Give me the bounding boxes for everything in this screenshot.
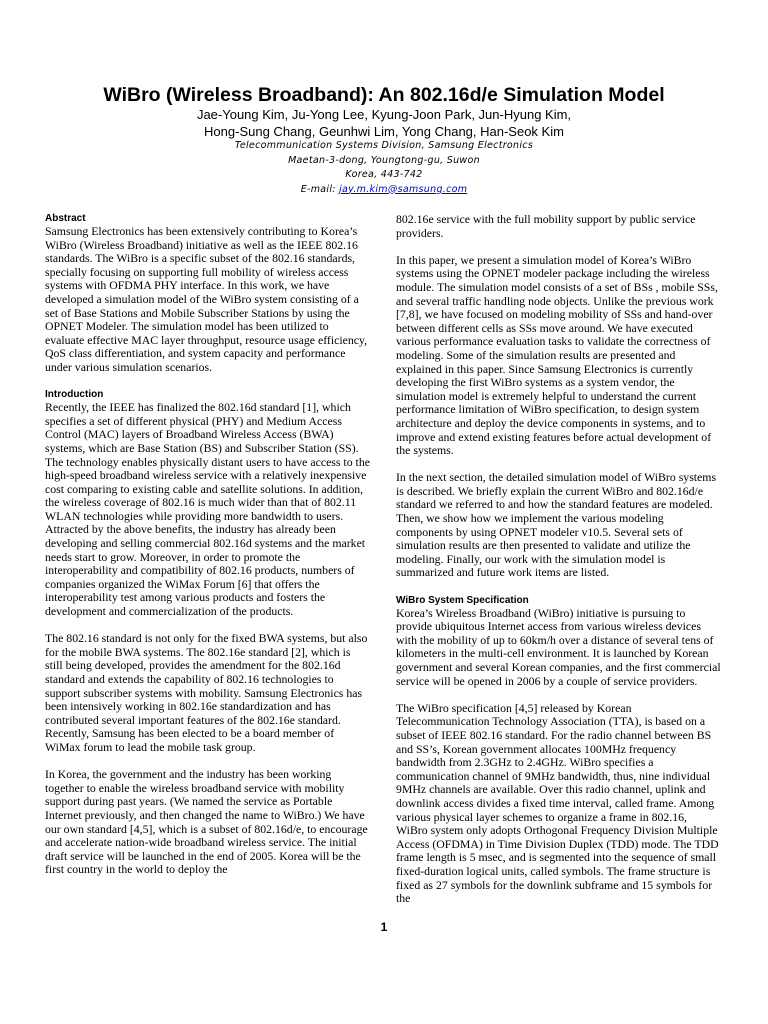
affiliation-line: Maetan-3-dong, Youngtong-gu, Suwon <box>288 154 480 166</box>
abstract-heading: Abstract <box>45 213 86 224</box>
right-column <box>396 213 721 906</box>
body-paragraph: The 802.16 standard is not only for the fixed BWA systems, but also for the mobile BWA systems. The 802.16e standard [2], which is still being developed, provides the amendment for the 802.16d standard and extends the capability of 802.16 technologies to support subscriber systems with mobility. Samsung Electronics has been intensively working in 802.16e standardization and has contributed several important features of the 802.16e standard. Recently, Samsung has been elected to be a board member of WiMax forum to lead the mobile task group. <box>45 631 368 754</box>
email-prefix: E-mail: <box>300 183 340 195</box>
introduction-heading: Introduction <box>45 389 104 401</box>
paper-title: WiBro (Wireless Broadband): An 802.16d/e Simulation Model <box>103 84 665 106</box>
body-paragraph: In this paper, we present a simulation model of Korea’s WiBro systems using the OPNET modeler package including the wireless module. The simulation model consists of a set of BSs , mobile SSs, and several traffic handling node objects. Unlike the previous work [7,8], we have focused on modeling mobility of SSs and hand-over between different cells as SSs move around. We have executed various performance evaluation tasks to validate the correctness of modeling. Some of the simulation results are presented and explained in this paper. Since Samsung Electronics is currently developing the first WiBro systems as a system vendor, the simulation model is extremely helpful to understand the current performance limitation of WiBro specification, to design system architecture and deploy the device components in systems, and to improve and extend existing features before actual development of the systems. <box>396 252 718 458</box>
body-paragraph: In the next section, the detailed simulation model of WiBro systems is described. We briefly explain the current WiBro and 802.16d/e standard we referred to and how the standard features are modeled. Then, we show how we implement the various modeling components by using OPNET modeler v10.5. Several sets of simulation results are then presented to validate and utilize the modeling. Finally, our work with the simulation model is summarized and future work items are listed. <box>396 470 717 580</box>
body-paragraph: In Korea, the government and the industry has been working together to enable the wireless broadband service with mobility support during past years. (We named the service as Portable Internet previously, and then changed the name to WiBro.) We have our own standard [4,5], which is a subset of 802.16d/e, to encourage and accelerate nation-wide broadband wireless service. The initial draft service will be launched in the end of 2005. Korea will be the first country in the world to deploy the <box>45 767 368 877</box>
wibro-spec-heading: WiBro System Specification <box>396 594 529 606</box>
body-paragraph: Korea’s Wireless Broadband (WiBro) initiative is pursuing to provide ubiquitous Internet access from various wireless devices with the mobility of up to 60km/h over a distance of several tens of kilometers in the multi-cell environment. It is launched by Korean government and several Korean companies, and the first commercial service will be opened in 2006 by a couple of service providers. <box>396 605 721 688</box>
author-line: Jae-Young Kim, Ju-Yong Lee, Kyung-Joon Park, Jun-Hyung Kim, <box>196 107 572 122</box>
affiliation <box>0 139 768 197</box>
body-paragraph: The WiBro specification [4,5] released by Korean Telecommunication Technology Association (TTA), is based on a subset of IEEE 802.16 standard. For the radio channel between BS and SS’s, Korean government allocates 100MHz frequency bandwidth from 2.3GHz to 2.4GHz. WiBro specifies a communication channel of 9MHz bandwidth, thus, nine individual 9MHz channels are available. Over this radio channel, uplink and downlink access divides a fixed time interval, called frame. Among various physical layer schemes to organize a frame in 802.16, WiBro system only adopts Orthogonal Frequency Division Multiple Access (OFDMA) in Time Division Duplex (TDD) mode. The TDD frame length is 5 msec, and is segmented into the sequence of small fixed-duration logical units, called symbols. The frame structure is fixed as 27 symbols for the downlink subframe and 15 symbols for the <box>396 700 719 906</box>
author-line: Hong-Sung Chang, Geunhwi Lim, Yong Chang, Han-Seok Kim <box>204 124 564 139</box>
author-list <box>0 106 768 140</box>
left-column <box>45 212 370 877</box>
body-paragraph: Recently, the IEEE has finalized the 802.16d standard [1], which specifies a set of different physical (PHY) and Medium Access Control (MAC) layers of Broadband Wireless Access (BWA) systems, which are Base Station (BS) and Subscriber Station (SS). The technology enables physically distant users to have access to the high-speed broadband wireless service with a relatively inexpensive cost comparing to existing cable and satellite solutions. In addition, the wireless coverage of 802.16 is much wider than that of 802.11 WLAN technologies while providing more bandwidth to users. Attracted by the above benefits, the industry has already been developing and selling commercial 802.16d systems and the market needs start to grow. Moreover, in order to promote the interoperability and compatibility of 802.16 products, numbers of companies organized the WiMax Forum [6] that offers the interoperability test among various products and fosters the development and commercialization of the products. <box>45 400 370 619</box>
affiliation-line: Korea, 443-742 <box>345 169 423 180</box>
page-number: 1 <box>380 920 388 934</box>
email-line <box>0 183 768 198</box>
body-paragraph: 802.16e service with the full mobility support by public service providers. <box>396 212 696 240</box>
email-link[interactable]: jay.m.kim@samsung.com <box>339 183 468 195</box>
abstract-text: Samsung Electronics has been extensively contributing to Korea’s WiBro (Wireless Broadband) initiative as well as the IEEE 802.16 standards. The WiBro is a specific subset of the 802.16 standards, specially focusing on supporting full mobility of wireless access systems with OFDMA PHY interface. In this work, we have developed a simulation model of the WiBro system consisting of a set of Base Stations and Mobile Subscriber Stations by using the OPNET Modeler. The simulation model has been utilized to evaluate effective MAC layer throughput, resource usage efficiency, QoS class differentiation, and system capacity and performance under various simulation scenarios. <box>45 224 368 374</box>
affiliation-line: Telecommunication Systems Division, Samsung Electronics <box>234 140 534 151</box>
